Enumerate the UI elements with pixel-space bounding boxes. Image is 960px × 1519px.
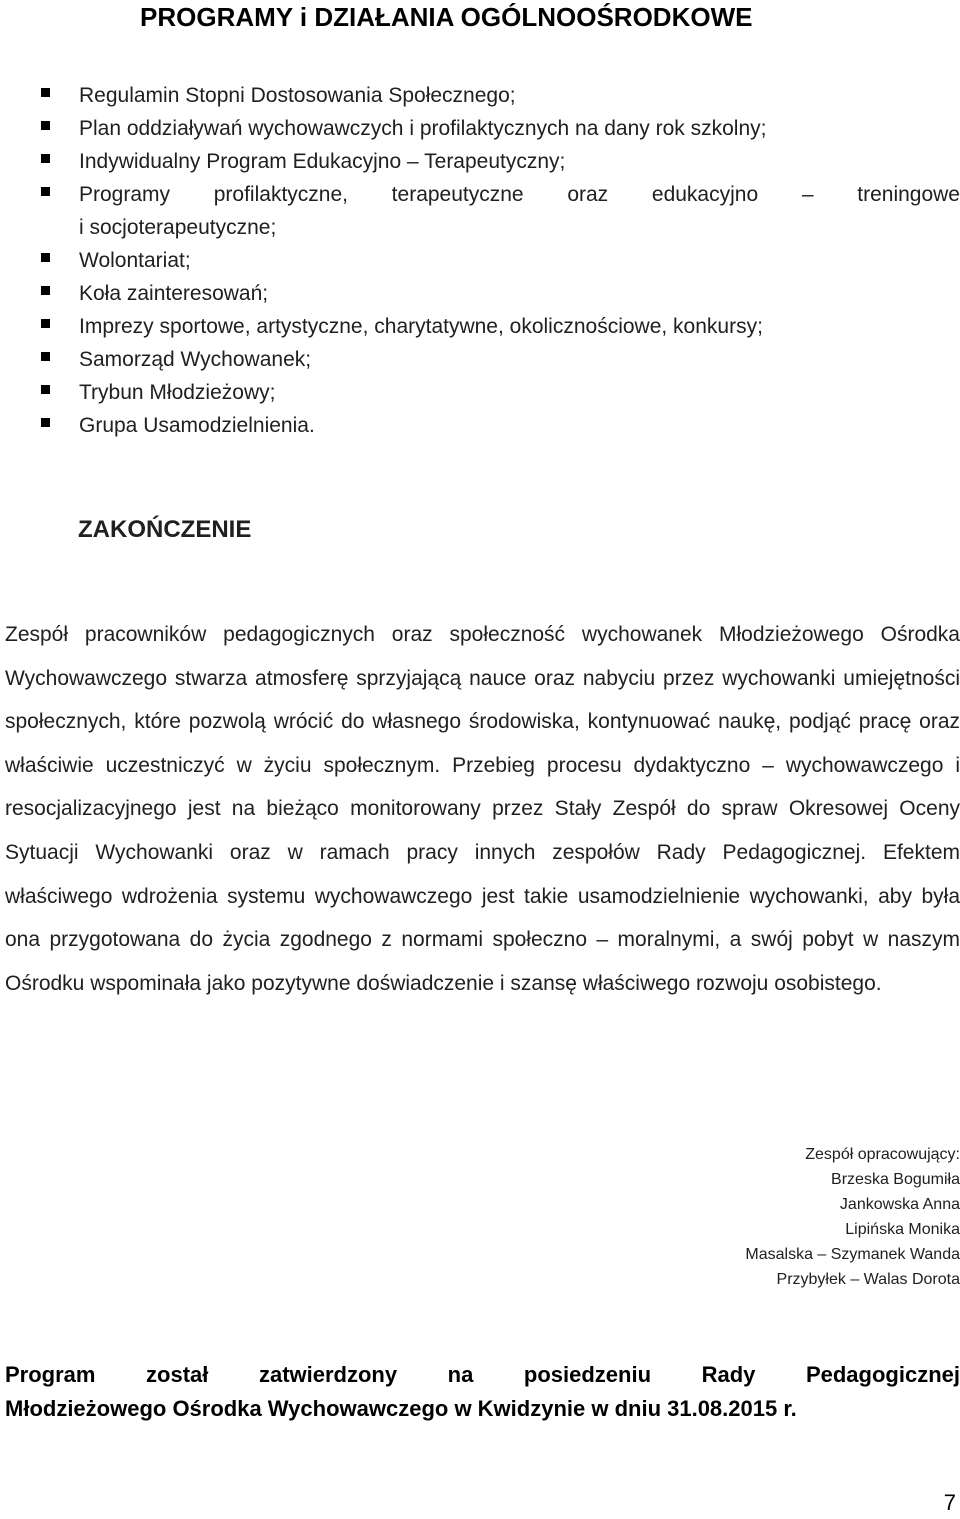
- conclusion-title: ZAKOŃCZENIE: [78, 516, 252, 543]
- list-item: [38, 79, 960, 112]
- list-item-text: Samorząd Wychowanek;: [79, 348, 312, 371]
- square-bullet-icon: [41, 385, 50, 394]
- list-item-text: Regulamin Stopni Dostosowania Społecznego;: [79, 84, 516, 107]
- square-bullet-icon: [41, 121, 50, 130]
- approval-line: Program został zatwierdzony na posiedzeniu Rady Pedagogicznej: [5, 1362, 960, 1387]
- list-item: [38, 112, 960, 145]
- team-member: Masalska – Szymanek Wanda: [745, 1246, 960, 1263]
- team-signature-block: [745, 1142, 960, 1292]
- programs-list: [38, 79, 960, 442]
- square-bullet-icon: [41, 154, 50, 163]
- list-item: [38, 178, 960, 244]
- list-item: [38, 343, 960, 376]
- square-bullet-icon: [41, 187, 50, 196]
- page-heading: PROGRAMY i DZIAŁANIA OGÓLNOOŚRODKOWE: [140, 2, 753, 32]
- team-member: Brzeska Bogumiła: [831, 1171, 960, 1188]
- team-member: Jankowska Anna: [839, 1196, 960, 1213]
- list-item-text: Grupa Usamodzielnienia.: [79, 414, 315, 437]
- list-item: [38, 277, 960, 310]
- list-item-text: Imprezy sportowe, artystyczne, charytatywne, okolicznościowe, konkursy;: [79, 315, 763, 338]
- square-bullet-icon: [41, 319, 50, 328]
- square-bullet-icon: [41, 418, 50, 427]
- list-item-text-continued: i socjoterapeutyczne;: [79, 216, 277, 239]
- list-item: [38, 409, 960, 442]
- square-bullet-icon: [41, 352, 50, 361]
- page-number: 7: [943, 1490, 956, 1515]
- square-bullet-icon: [41, 286, 50, 295]
- team-member: Przybyłek – Walas Dorota: [776, 1271, 960, 1288]
- team-label: Zespół opracowujący:: [805, 1146, 960, 1163]
- list-item-text: Indywidualny Program Edukacyjno – Terapeutyczny;: [79, 150, 566, 173]
- approval-line: Młodzieżowego Ośrodka Wychowawczego w Kwidzynie w dniu 31.08.2015 r.: [5, 1396, 797, 1421]
- square-bullet-icon: [41, 88, 50, 97]
- list-item-text: Wolontariat;: [79, 249, 191, 272]
- list-item: [38, 145, 960, 178]
- list-item: [38, 244, 960, 277]
- list-item: [38, 310, 960, 343]
- conclusion-paragraph: Zespół pracowników pedagogicznych oraz społeczność wychowanek Młodzieżowego Ośrodka Wychowawczego stwarza atmosferę sprzyjającą nauce oraz nabyciu przez wychowanki umiejętności społecznych, które pozwolą wrócić do własnego środowiska, kontynuować naukę, podjąć pracę oraz właściwie uczestniczyć w życiu społecznym. Przebieg procesu dydaktyczno – wychowawczego i resocjalizacyjnego jest na bieżąco monitorowany przez Stały Zespół do spraw Okresowej Oceny Sytuacji Wychowanki oraz w ramach pracy innych zespołów Rady Pedagogicznej. Efektem właściwego wdrożenia systemu wychowawczego jest takie usamodzielnienie wychowanki, aby była ona przygotowana do życia zgodnego z normami społeczno – moralnymi, a swój pobyt w naszym Ośrodku wspominała jako pozytywne doświadczenie i szansę właściwego rozwoju osobistego.: [5, 623, 960, 995]
- approval-statement: [5, 1358, 960, 1426]
- list-item-text: Koła zainteresowań;: [79, 282, 269, 305]
- list-item-text: Plan oddziaływań wychowawczych i profilaktycznych na dany rok szkolny;: [79, 117, 767, 140]
- list-item-text: Trybun Młodzieżowy;: [79, 381, 276, 404]
- list-item: [38, 376, 960, 409]
- list-item-text: Programy profilaktyczne, terapeutyczne oraz edukacyjno – treningowe: [79, 183, 960, 206]
- square-bullet-icon: [41, 253, 50, 262]
- team-member: Lipińska Monika: [845, 1221, 960, 1238]
